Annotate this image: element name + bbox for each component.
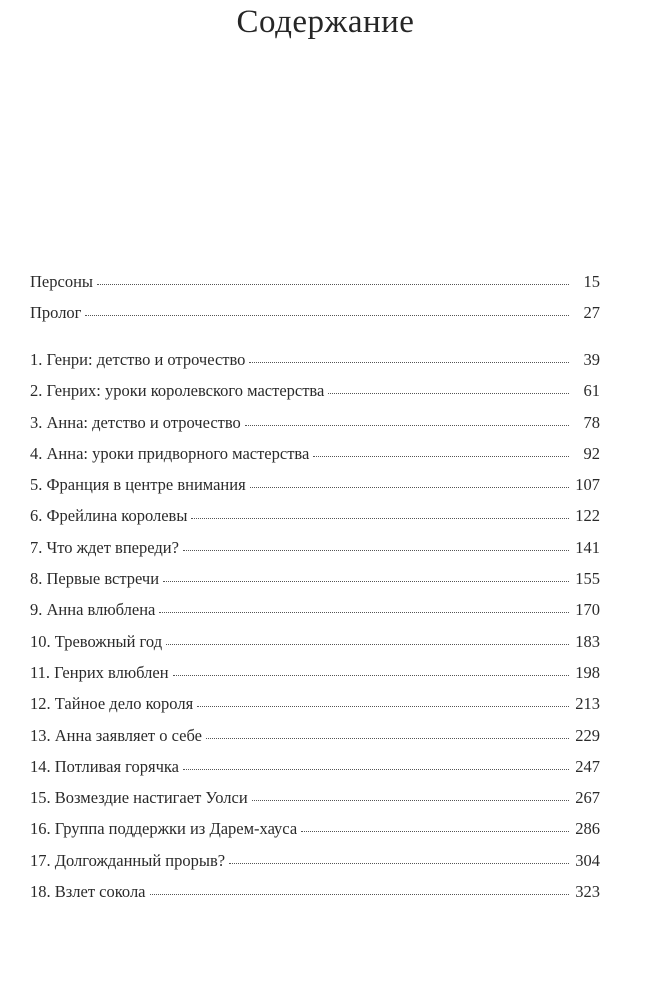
toc-entry-label: 18. Взлет сокола [30, 882, 146, 902]
toc-entry-label: 1. Генри: детство и отрочество [30, 350, 246, 369]
dot-leader [206, 738, 569, 739]
page-title: Содержание [236, 4, 415, 40]
toc-entry-label: 9. Анна влюблена [30, 600, 156, 620]
dot-leader [85, 315, 569, 316]
toc-entry [30, 751, 600, 782]
toc-entry-label: 2. Генрих: уроки королевского мастерства [30, 381, 325, 401]
toc-entry [30, 266, 600, 297]
toc-entry-page: 286 [575, 819, 600, 839]
toc-entry-label: 6. Фрейлина королевы [30, 506, 188, 526]
front-matter-list [30, 266, 600, 328]
toc-entry [30, 375, 600, 406]
toc-entry-page: 323 [575, 882, 600, 902]
toc-entry-page: 122 [575, 506, 600, 526]
dot-leader [150, 894, 569, 895]
toc-entry-page: 267 [575, 788, 600, 808]
toc-entry-label: 7. Что ждет впереди? [30, 537, 179, 557]
toc-entry-label: 15. Возмездие настигает Уолси [30, 788, 248, 808]
dot-leader [252, 800, 569, 801]
toc-entry-label: 11. Генрих влюблен [30, 662, 169, 682]
toc-entry [30, 626, 600, 657]
dot-leader [173, 675, 569, 676]
dot-leader [163, 581, 569, 582]
toc-entry-page: 61 [583, 381, 600, 401]
toc-entry-page: 170 [575, 600, 600, 620]
toc-entry [30, 813, 600, 844]
toc-entry-label: 13. Анна заявляет о себе [30, 725, 202, 745]
toc-entry-page: 198 [575, 662, 600, 682]
toc-entry-page: 107 [575, 475, 600, 495]
toc-entry-label: 4. Анна: уроки придворного мастерства [30, 443, 310, 463]
dot-leader [183, 769, 569, 770]
dot-leader [97, 284, 569, 285]
toc-entry-page: 92 [583, 443, 600, 463]
toc-entry [30, 594, 600, 625]
dot-leader [245, 425, 569, 426]
toc-entry-page: 213 [575, 694, 600, 714]
toc-entry-page: 183 [575, 631, 600, 651]
toc-entry [30, 782, 600, 813]
toc-entry [30, 720, 600, 751]
dot-leader [249, 362, 569, 363]
toc-entry-page: 141 [575, 537, 600, 557]
dot-leader [229, 863, 569, 864]
toc-entry [30, 688, 600, 719]
toc-entry-page: 78 [583, 412, 600, 432]
toc-entry [30, 438, 600, 469]
dot-leader [197, 706, 569, 707]
dot-leader [183, 550, 569, 551]
toc-entry-page: 304 [575, 850, 600, 870]
toc-entry [30, 657, 600, 688]
toc-entry [30, 845, 600, 876]
toc-entry-label: 14. Потливая горячка [30, 756, 180, 776]
toc-entry-label: Персоны [30, 272, 93, 291]
toc-entry-label: 17. Долгожданный прорыв? [30, 850, 226, 870]
toc-entry [30, 344, 600, 375]
toc-entry-page: 39 [583, 350, 600, 369]
toc-entry-label: 10. Тревожный год [30, 631, 163, 651]
toc-entry-page: 27 [583, 303, 600, 322]
dot-leader [250, 487, 569, 488]
toc-entry-label: Пролог [30, 303, 82, 322]
toc-entry-page: 155 [575, 569, 600, 589]
dot-leader [328, 393, 569, 394]
toc-entry-page: 229 [575, 725, 600, 745]
toc-entry-label: 3. Анна: детство и отрочество [30, 412, 241, 432]
chapter-list [30, 344, 600, 907]
toc-entry-label: 12. Тайное дело короля [30, 694, 194, 714]
toc-entry [30, 500, 600, 531]
toc-entry-page: 15 [583, 272, 600, 291]
dot-leader [313, 456, 569, 457]
toc-entry [30, 563, 600, 594]
dot-leader [301, 831, 569, 832]
toc-entry-page: 247 [575, 756, 600, 776]
dot-leader [159, 612, 569, 613]
toc-entry-label: 8. Первые встречи [30, 569, 160, 589]
dot-leader [191, 518, 569, 519]
toc-entry-label: 16. Группа поддержки из Дарем-хауса [30, 819, 298, 839]
toc-entry [30, 407, 600, 438]
toc-entry [30, 876, 600, 907]
toc-entry-label: 5. Франция в центре внимания [30, 475, 246, 495]
toc-entry [30, 469, 600, 500]
toc-entry [30, 297, 600, 328]
dot-leader [166, 644, 569, 645]
toc-entry [30, 532, 600, 563]
